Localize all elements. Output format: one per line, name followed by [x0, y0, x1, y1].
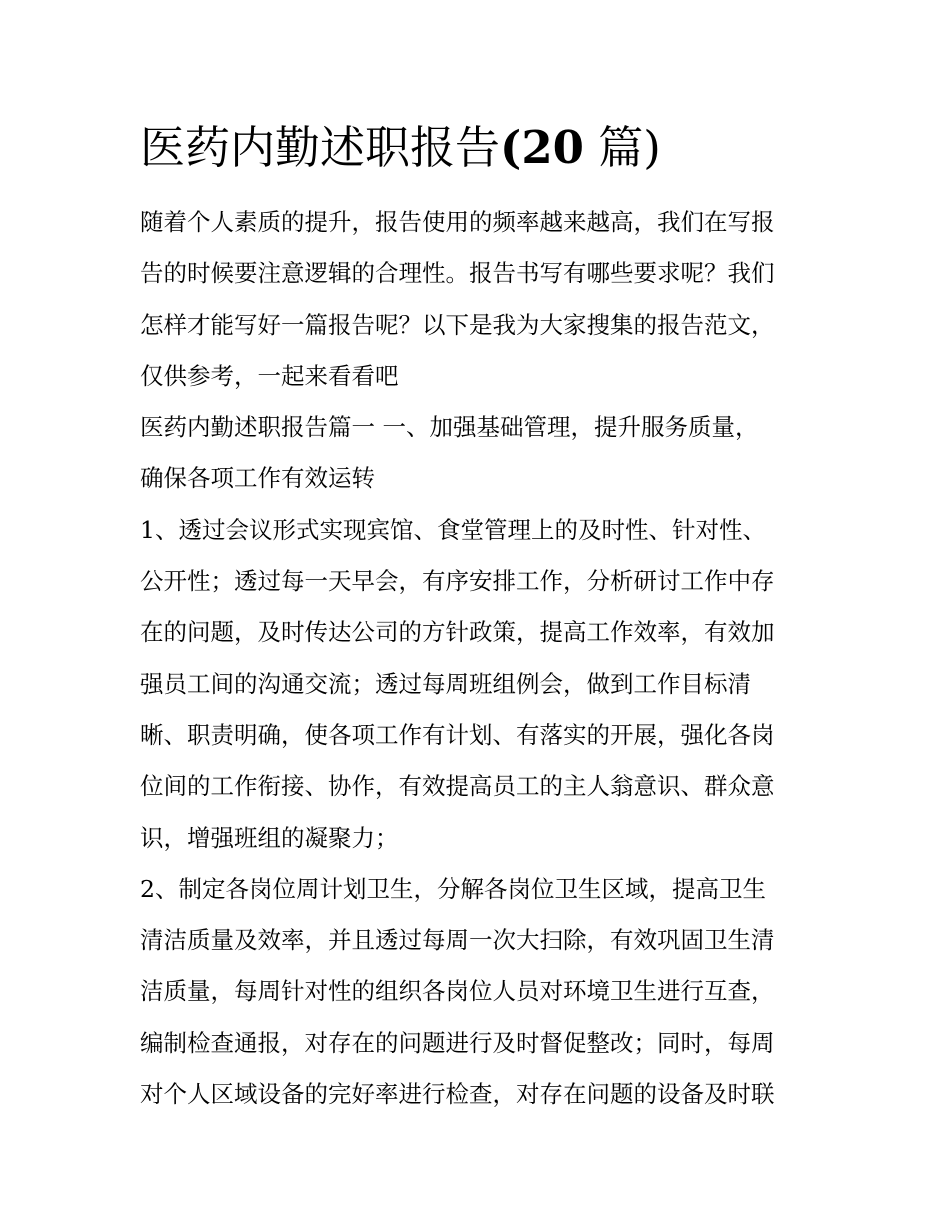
body-line: 2、制定各岗位周计划卫生，分解各岗位卫生区域，提高卫生	[140, 874, 766, 903]
body-line: 识，增强班组的凝聚力；	[140, 823, 399, 852]
title-number: 20	[521, 121, 584, 174]
body-line: 编制检查通报，对存在的问题进行及时督促整改；同时，每周	[140, 1028, 775, 1057]
section-heading-line: 确保各项工作有效运转	[140, 464, 375, 493]
body-line: 清洁质量及效率，并且透过每周一次大扫除，有效巩固卫生清	[140, 926, 775, 955]
title-text: 医药内勤述职报告	[140, 121, 501, 174]
body-line: 怎样才能写好一篇报告呢？以下是我为大家搜集的报告范文，	[140, 310, 775, 339]
body-line: 对个人区域设备的完好率进行检查，对存在问题的设备及时联	[140, 1080, 775, 1109]
body-line: 在的问题，及时传达公司的方针政策，提高工作效率，有效加	[140, 618, 775, 647]
title-paren-open: (	[500, 121, 522, 174]
body-line: 1、透过会议形式实现宾馆、食堂管理上的及时性、针对性、	[140, 515, 766, 544]
document-body	[140, 197, 820, 1120]
section-heading-line: 医药内勤述职报告篇一 一、加强基础管理，提升服务质量，	[140, 413, 759, 442]
title-suffix: 篇)	[583, 121, 661, 174]
body-line: 洁质量，每周针对性的组织各岗位人员对环境卫生进行互查，	[140, 977, 775, 1006]
document-title	[140, 118, 661, 178]
body-line: 仅供参考，一起来看看吧	[140, 361, 399, 390]
body-line: 晰、职责明确，使各项工作有计划、有落实的开展，强化各岗	[140, 720, 775, 749]
body-line: 位间的工作衔接、协作，有效提高员工的主人翁意识、群众意	[140, 772, 775, 801]
body-line: 强员工间的沟通交流；透过每周班组例会，做到工作目标清	[140, 669, 751, 698]
body-line: 公开性；透过每一天早会，有序安排工作，分析研讨工作中存	[140, 567, 775, 596]
body-line: 告的时候要注意逻辑的合理性。报告书写有哪些要求呢？我们	[140, 259, 775, 288]
body-line: 随着个人素质的提升，报告使用的频率越来越高，我们在写报	[140, 208, 775, 236]
